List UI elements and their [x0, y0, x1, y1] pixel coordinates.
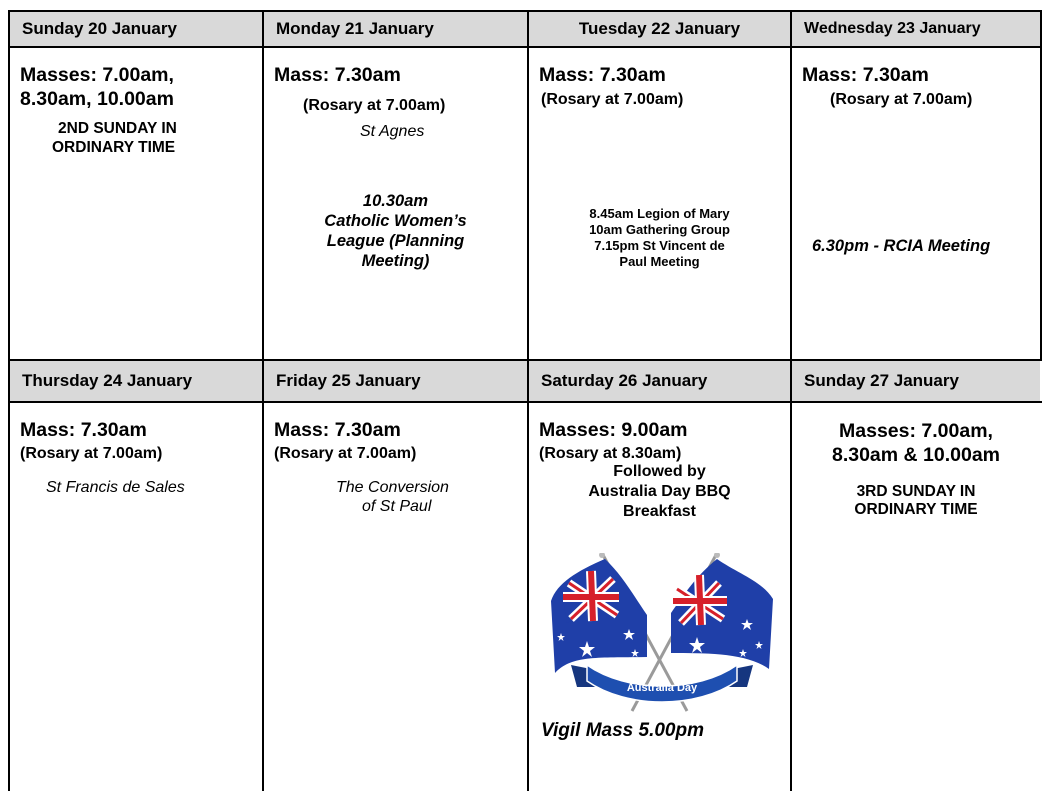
masses-line: 8.30am & 10.00am	[831, 444, 1001, 466]
grid-line	[8, 10, 1042, 12]
mass-time: Mass: 7.30am	[274, 64, 401, 86]
event-line: 10.30am	[362, 192, 429, 210]
event-line: Catholic Women’s	[324, 212, 467, 230]
header-monday-21: Monday 21 January	[264, 12, 527, 46]
saint-of-day: St Agnes	[360, 123, 425, 140]
australia-day-banner	[571, 665, 753, 702]
event-legion-of-mary: 8.45am Legion of Mary	[589, 206, 730, 221]
mass-time: Mass: 7.30am	[20, 419, 147, 441]
event-cwl-meeting	[264, 191, 527, 271]
grid-line	[1040, 10, 1042, 361]
event-line: Meeting)	[361, 252, 430, 270]
event-rcia-meeting: 6.30pm - RCIA Meeting	[812, 237, 991, 255]
cell-tuesday-22	[529, 48, 790, 359]
cell-monday-21	[264, 48, 527, 359]
cell-friday-25	[264, 403, 527, 791]
mass-time: Mass: 7.30am	[802, 64, 929, 86]
cell-saturday-26	[529, 403, 790, 791]
note-line: Australia Day BBQ	[588, 483, 731, 500]
header-tuesday-22: Tuesday 22 January	[529, 12, 790, 46]
left-flag	[551, 559, 647, 673]
rosary-time: (Rosary at 7.00am)	[830, 91, 973, 108]
rosary-time: (Rosary at 8.30am)	[539, 445, 682, 462]
saint-of-day: The Conversion	[336, 479, 449, 496]
mass-time: Mass: 7.30am	[274, 419, 401, 441]
masses-line: Masses: 7.00am,	[839, 420, 993, 442]
header-sunday-27: Sunday 27 January	[792, 361, 1040, 401]
event-st-vincent: 7.15pm St Vincent de	[594, 238, 725, 253]
masses-times	[792, 419, 1040, 467]
saint-of-day: of St Paul	[362, 498, 432, 515]
cell-thursday-24	[10, 403, 262, 791]
cell-sunday-20	[10, 48, 262, 359]
rosary-time: (Rosary at 7.00am)	[541, 91, 684, 108]
note-line: Breakfast	[623, 503, 696, 520]
cell-wednesday-23	[792, 48, 1040, 359]
header-wednesday-23: Wednesday 23 January	[792, 12, 1040, 46]
grid-line	[8, 359, 1042, 361]
masses-line: 8.30am, 10.00am	[20, 88, 174, 110]
masses-line: Masses: 7.00am,	[20, 64, 174, 86]
banner-label: Australia Day	[626, 682, 698, 694]
vigil-mass: Vigil Mass 5.00pm	[541, 720, 704, 741]
feast-line: 2ND SUNDAY IN	[58, 120, 177, 137]
mass-time: Mass: 7.30am	[539, 64, 666, 86]
australia-flags-icon	[547, 553, 777, 713]
feast-line: ORDINARY TIME	[52, 139, 176, 156]
header-friday-25: Friday 25 January	[264, 361, 527, 401]
feast-title	[792, 483, 1040, 519]
feast-line: 3RD SUNDAY IN	[856, 483, 976, 500]
rosary-time: (Rosary at 7.00am)	[274, 445, 417, 462]
bbq-breakfast-note	[529, 462, 790, 522]
saint-of-day: St Francis de Sales	[46, 479, 185, 496]
masses-time: Masses: 9.00am	[539, 419, 688, 441]
header-sunday-20: Sunday 20 January	[10, 12, 262, 46]
header-thursday-24: Thursday 24 January	[10, 361, 262, 401]
note-line: Followed by	[613, 463, 706, 480]
event-st-vincent: Paul Meeting	[619, 254, 700, 269]
event-gathering-group: 10am Gathering Group	[589, 222, 730, 237]
header-saturday-26: Saturday 26 January	[529, 361, 790, 401]
event-list	[529, 206, 790, 270]
feast-line: ORDINARY TIME	[854, 501, 978, 518]
rosary-time: (Rosary at 7.00am)	[303, 97, 446, 114]
right-flag	[671, 559, 773, 669]
cell-sunday-27	[792, 403, 1040, 791]
rosary-time: (Rosary at 7.00am)	[20, 445, 163, 462]
event-line: League (Planning	[326, 232, 465, 250]
